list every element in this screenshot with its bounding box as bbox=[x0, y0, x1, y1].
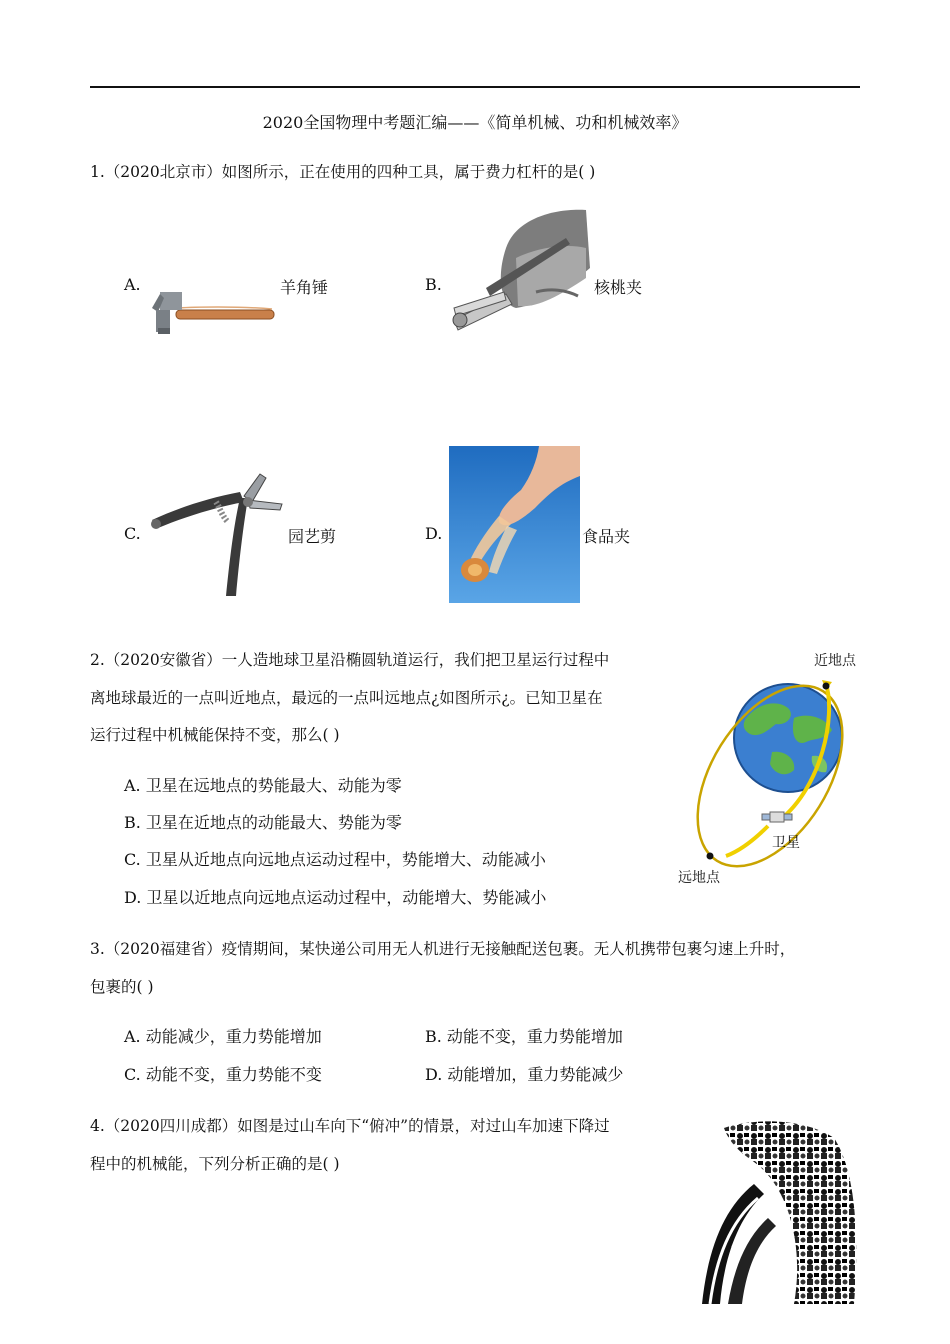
q2-option-a: A. 卫星在远地点的势能最大、动能为零 bbox=[124, 776, 402, 795]
q1-option-a-caption: 羊角锤 bbox=[280, 278, 329, 297]
page-title: 2020全国物理中考题汇编——《简单机械、功和机械效率》 bbox=[262, 113, 688, 132]
perigee-label: 近地点 bbox=[814, 653, 856, 669]
q3-stem-line2: 包裹的( ) bbox=[90, 978, 154, 996]
roller-coaster-image bbox=[694, 1118, 860, 1304]
q1-stem: 1.（2020北京市）如图所示，正在使用的四种工具，属于费力杠杆的是( ) bbox=[90, 163, 596, 181]
nutcracker-image bbox=[446, 208, 592, 336]
q3-option-b: B. 动能不变，重力势能增加 bbox=[425, 1027, 623, 1046]
q3-option-c: C. 动能不变，重力势能不变 bbox=[124, 1065, 322, 1084]
q3-option-a: A. 动能减少，重力势能增加 bbox=[124, 1027, 322, 1046]
apogee-label: 远地点 bbox=[678, 870, 720, 886]
q3-stem-line1: 3.（2020福建省）疫情期间，某快递公司用无人机进行无接触配送包裹。无人机携带包裹匀速上升时， bbox=[90, 940, 796, 958]
garden-shears-image bbox=[148, 472, 286, 600]
header-rule bbox=[90, 86, 860, 88]
hammer-image bbox=[148, 288, 278, 338]
q2-option-d: D. 卫星以近地点向远地点运动过程中，动能增大、势能减小 bbox=[124, 888, 547, 907]
q4-stem-line2: 程中的机械能，下列分析正确的是( ) bbox=[90, 1155, 340, 1173]
satellite-orbit-diagram bbox=[676, 646, 866, 892]
q2-stem-line3: 运行过程中机械能保持不变，那么( ) bbox=[90, 726, 340, 744]
q1-option-c-caption: 园艺剪 bbox=[288, 527, 337, 546]
q3-option-d: D. 动能增加，重力势能减少 bbox=[425, 1065, 624, 1084]
food-tongs-image bbox=[449, 446, 580, 603]
q2-stem-line1: 2.（2020安徽省）一人造地球卫星沿椭圆轨道运行，我们把卫星运行过程中 bbox=[90, 651, 610, 669]
q1-option-d-caption: 食品夹 bbox=[582, 527, 631, 546]
q1-option-a-label: A. bbox=[124, 275, 141, 294]
q1-option-c-label: C. bbox=[124, 524, 141, 543]
q1-option-b-caption: 核桃夹 bbox=[594, 278, 643, 297]
q2-option-c: C. 卫星从近地点向远地点运动过程中，势能增大、动能减小 bbox=[124, 850, 546, 869]
satellite-label: 卫星 bbox=[772, 835, 800, 851]
satellite-icon bbox=[762, 812, 792, 822]
q4-stem-line1: 4.（2020四川成都）如图是过山车向下“俯冲”的情景，对过山车加速下降过 bbox=[90, 1117, 610, 1135]
q1-option-d-label: D. bbox=[425, 524, 443, 543]
q1-option-b-label: B. bbox=[425, 275, 442, 294]
q2-stem-line2: 离地球最近的一点叫近地点，最远的一点叫远地点¿如图所示¿。已知卫星在 bbox=[90, 689, 603, 707]
q2-option-b: B. 卫星在近地点的动能最大、势能为零 bbox=[124, 813, 402, 832]
